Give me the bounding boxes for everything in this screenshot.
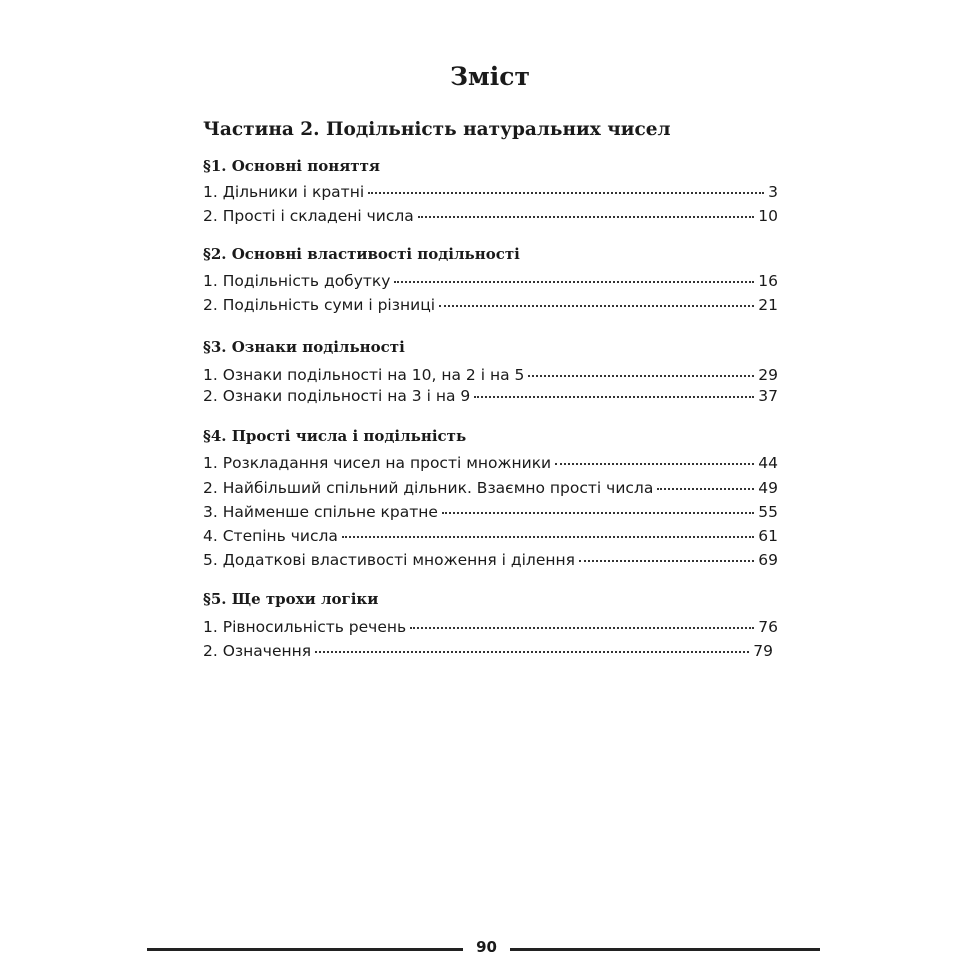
toc-entry-label: 1. Подільність добутку	[203, 272, 391, 290]
toc-entry-label: 1. Розкладання чисел на прості множники	[203, 454, 552, 472]
toc-entry-page: 49	[758, 479, 778, 497]
toc-entry[interactable]	[203, 479, 778, 503]
dot-leader	[410, 627, 754, 629]
footer-rule-left	[147, 948, 463, 951]
dot-leader	[342, 536, 754, 538]
toc-entry-page: 3	[768, 183, 778, 201]
dot-leader	[555, 463, 754, 465]
dot-leader	[657, 488, 754, 490]
footer-rule-right	[510, 948, 820, 951]
dot-leader	[394, 281, 754, 283]
part-title: Частина 2. Подільність натуральних чисел	[203, 119, 671, 140]
dot-leader	[315, 651, 749, 653]
toc-entry[interactable]	[203, 618, 778, 642]
toc-entry[interactable]	[203, 183, 778, 207]
toc-entry[interactable]	[203, 207, 778, 231]
toc-entry-page: 10	[758, 207, 778, 225]
dot-leader	[528, 375, 754, 377]
toc-entry[interactable]	[203, 387, 778, 411]
toc-entry-label: 1. Рівносильність речень	[203, 618, 407, 636]
toc-entry-label: 2. Подільність суми і різниці	[203, 296, 436, 314]
toc-entry-label: 2. Найбільший спільний дільник. Взаємно прості числа	[203, 479, 654, 497]
toc-entry-label: 3. Найменше спільне кратне	[203, 503, 438, 521]
toc-entry-page: 44	[758, 454, 778, 472]
toc-entry[interactable]	[203, 551, 778, 575]
toc-entry[interactable]	[203, 642, 773, 666]
section-title: §2. Основні властивості подільності	[203, 245, 520, 263]
section-title: §5. Ще трохи логіки	[203, 590, 379, 608]
toc-entry[interactable]	[203, 272, 778, 296]
toc-entry[interactable]	[203, 503, 778, 527]
dot-leader	[579, 560, 754, 562]
toc-entry[interactable]	[203, 527, 778, 551]
page-title: Зміст	[450, 62, 530, 91]
dot-leader	[474, 396, 754, 398]
toc-entry-label: 2. Означення	[203, 642, 312, 660]
toc-entry-page: 55	[758, 503, 778, 521]
section-title: §3. Ознаки подільності	[203, 338, 405, 356]
toc-entry-page: 76	[758, 618, 778, 636]
toc-entry-label: 5. Додаткові властивості множення і ділення	[203, 551, 575, 569]
toc-entry-page: 29	[758, 366, 778, 384]
toc-entry-label: 1. Ознаки подільності на 10, на 2 і на 5	[203, 366, 525, 384]
toc-entry-page: 69	[758, 551, 778, 569]
section-title: §1. Основні поняття	[203, 157, 380, 175]
toc-entry-label: 4. Степінь числа	[203, 527, 338, 545]
dot-leader	[442, 512, 754, 514]
toc-entry-page: 37	[758, 387, 778, 405]
dot-leader	[368, 192, 764, 194]
toc-entry-page: 61	[758, 527, 778, 545]
toc-entry-label: 2. Прості і складені числа	[203, 207, 414, 225]
section-title: §4. Прості числа і подільність	[203, 427, 467, 445]
dot-leader	[439, 305, 754, 307]
toc-entry-page: 16	[758, 272, 778, 290]
toc-entry[interactable]	[203, 454, 778, 478]
page-number: 90	[476, 938, 497, 956]
toc-entry-label: 2. Ознаки подільності на 3 і на 9	[203, 387, 471, 405]
toc-entry-label: 1. Дільники і кратні	[203, 183, 365, 201]
toc-entry-page: 79	[753, 642, 773, 660]
toc-entry[interactable]	[203, 296, 778, 320]
dot-leader	[418, 216, 754, 218]
toc-entry-page: 21	[758, 296, 778, 314]
